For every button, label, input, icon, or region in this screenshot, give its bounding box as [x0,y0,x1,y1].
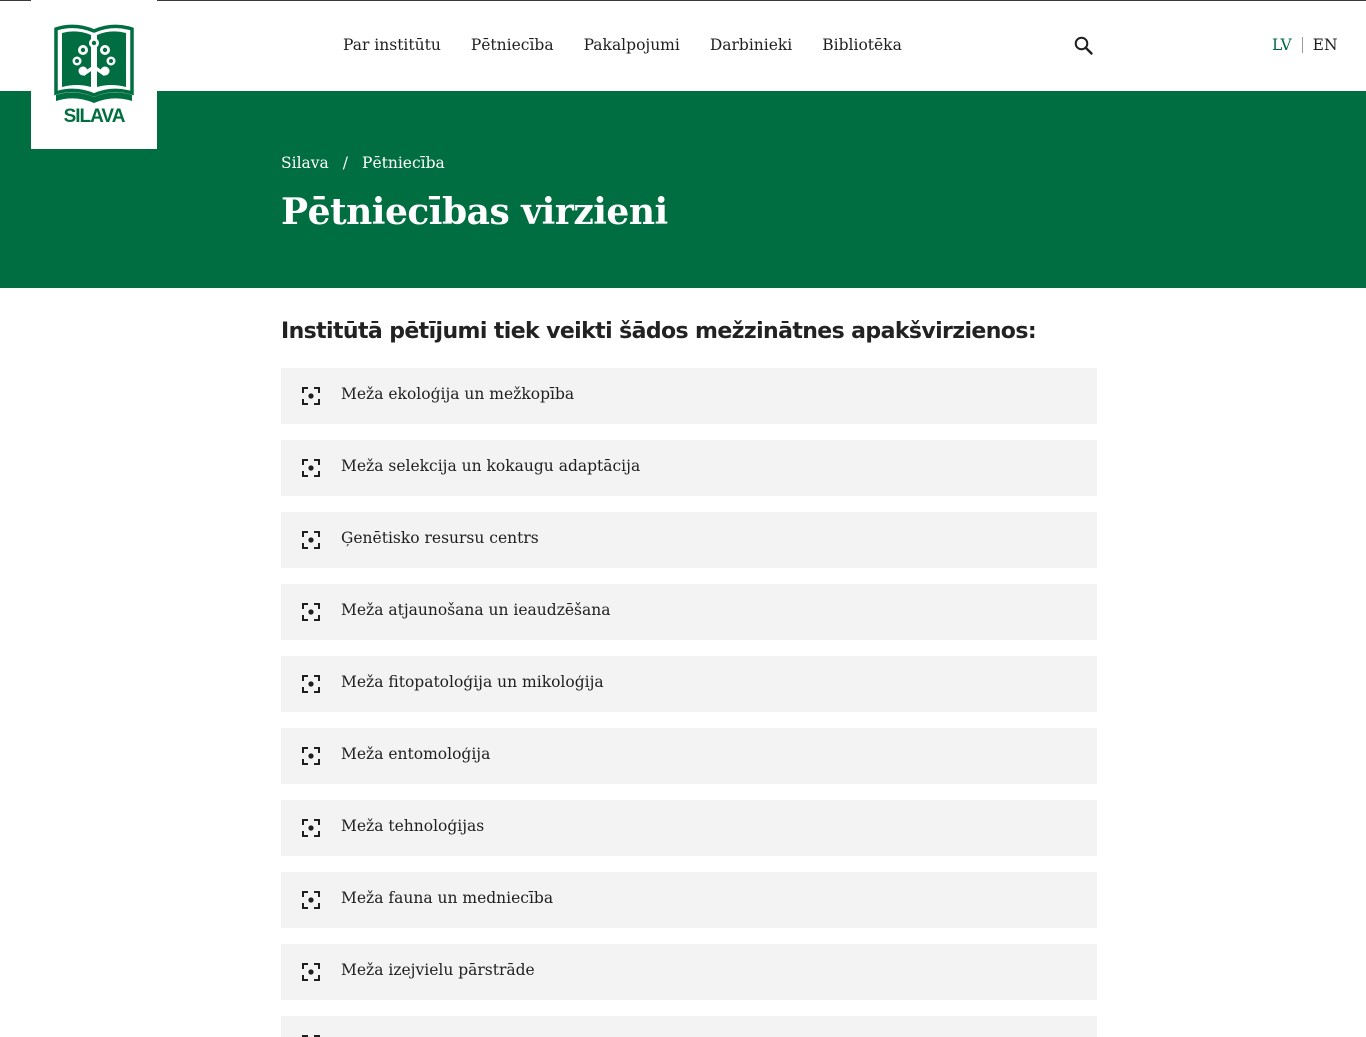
lang-en[interactable]: EN [1312,36,1338,54]
focus-target-icon [302,819,320,837]
list-item[interactable] [281,944,1097,1000]
focus-target-icon [302,747,320,765]
nav-item-pakalpojumi[interactable]: Pakalpojumi [583,36,680,54]
list-item[interactable] [281,584,1097,640]
nav-item-darbinieki[interactable]: Darbinieki [709,36,793,54]
search-icon [1073,35,1095,57]
list-item[interactable] [281,872,1097,928]
list-item-label: Meža tehnoloģijas [341,817,485,835]
research-directions-list [281,368,1097,1037]
list-item[interactable] [281,728,1097,784]
search-button[interactable] [1073,35,1095,57]
site-header [0,1,1366,91]
list-item-label: Meža selekcija un kokaugu adaptācija [341,457,641,475]
list-item-label: Ģenētisko resursu centrs [341,529,539,547]
list-item[interactable] [281,368,1097,424]
breadcrumb-current: Pētniecība [362,154,445,172]
list-item-label: Meža fauna un medniecība [341,889,554,907]
focus-target-icon [302,675,320,693]
list-item[interactable] [281,800,1097,856]
focus-target-icon [302,387,320,405]
list-item-label: Meža atjaunošana un ieaudzēšana [341,601,611,619]
nav-item-biblioteka[interactable]: Bibliotēka [822,36,902,54]
main-nav [343,36,932,54]
page-title: Pētniecības virzieni [281,191,668,233]
breadcrumb-separator: / [342,154,349,172]
list-item[interactable] [281,656,1097,712]
section-intro: Institūtā pētījumi tiek veikti šādos mežzinātnes apakšvirzienos: [281,319,1037,344]
focus-target-icon [302,603,320,621]
logo-wordmark: SILAVA [63,106,125,127]
nav-item-petnieciba[interactable]: Pētniecība [470,36,554,54]
page-hero [0,91,1366,288]
focus-target-icon [302,891,320,909]
focus-target-icon [302,459,320,477]
list-item-label: Meža fitopatoloģija un mikoloģija [341,673,604,691]
list-item-label: Meža ekoloģija un mežkopība [341,385,575,403]
breadcrumb-home[interactable]: Silava [281,154,329,172]
focus-target-icon [302,531,320,549]
language-switcher [1272,36,1338,54]
list-item-label: Meža entomoloģija [341,745,491,763]
list-item[interactable] [281,512,1097,568]
breadcrumb [281,154,445,172]
list-item[interactable] [281,440,1097,496]
lang-lv[interactable]: LV [1272,36,1292,54]
tree-book-logo-icon [53,23,135,107]
lang-separator [1302,37,1303,53]
focus-target-icon [302,963,320,981]
nav-item-par-institutu[interactable]: Par institūtu [343,36,441,54]
site-logo[interactable] [31,0,157,149]
list-item[interactable] [281,1016,1097,1037]
list-item-label: Meža izejvielu pārstrāde [341,961,535,979]
